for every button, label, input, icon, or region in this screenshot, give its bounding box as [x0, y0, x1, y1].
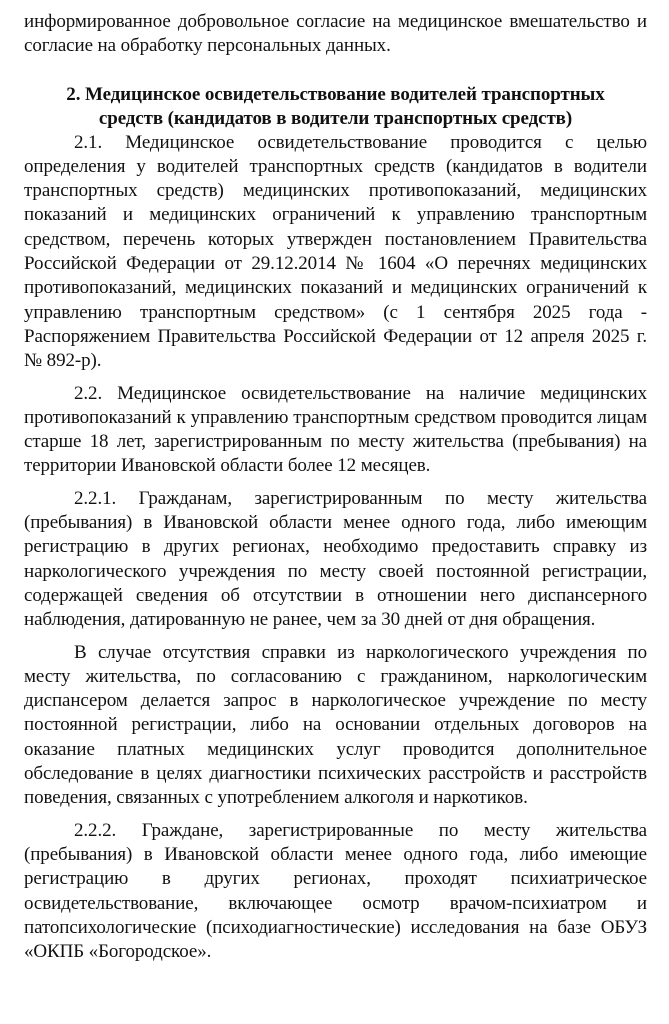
intro-paragraph: информированное добровольное согласие на медицинское вмешательство и согласие на обработку персональных данных. [24, 11, 647, 57]
paragraph-2-2-1: 2.2.1. Гражданам, зарегистрированным по месту жительства (пребывания) в Ивановской области менее одного года, либо имеющим регистрацию в других регионах, необходимо предоставить справку из наркологического учреждения по месту своей постоянной регистрации, содержащей сведения об отсутствии в отношении него диспансерного наблюдения, датированную не ранее, чем за 30 дней от дня обращения. [24, 487, 647, 631]
paragraph-absence-of-certificate: В случае отсутствия справки из наркологического учреждения по месту жительства, по согласованию с гражданином, наркологическим диспансером делается запрос в наркологическое учреждение по месту постоянной регистрации, либо на основании отдельных договоров на оказание платных медицинских услуг проводится дополнительное обследование в целях диагностики психических расстройств и расстройств поведения, связанных с употреблением алкоголя и наркотиков. [24, 641, 647, 809]
section-heading-line-1: 2. Медицинское освидетельствование водителей транспортных [66, 83, 605, 105]
paragraph-2-2-2: 2.2.2. Граждане, зарегистрированные по месту жительства (пребывания) в Ивановской области менее одного года, либо имеющие регистрацию в других регионах, проходят психиатрическое освидетельствование, включающее осмотр врачом-психиатром и патопсихологические (психодиагностические) исследования на базе ОБУЗ «ОКПБ «Богородское». [24, 819, 647, 963]
paragraph-2-2: 2.2. Медицинское освидетельствование на наличие медицинских противопоказаний к управлению транспортным средством проводится лицам старше 18 лет, зарегистрированным по месту жительства (пребывания) на территории Ивановской области более 12 месяцев. [24, 382, 647, 477]
section-heading [24, 83, 647, 131]
section-heading-line-2: средств (кандидатов в водители транспортных средств) [98, 107, 573, 129]
paragraph-2-1: 2.1. Медицинское освидетельствование проводится с целью определения у водителей транспортных средств (кандидатов в водители транспортных средств) медицинских противопоказаний, медицинских показаний и медицинских ограничений к управлению транспортным средством, перечень которых утвержден постановлением Правительства Российской Федерации от 29.12.2014 № 1604 «О перечнях медицинских противопоказаний, медицинских показаний и медицинских ограничений к управлению транспортным средством» (с 1 сентября 2025 года - Распоряжением Правительства Российской Федерации от 12 апреля 2025 г. № 892-р). [24, 131, 647, 372]
